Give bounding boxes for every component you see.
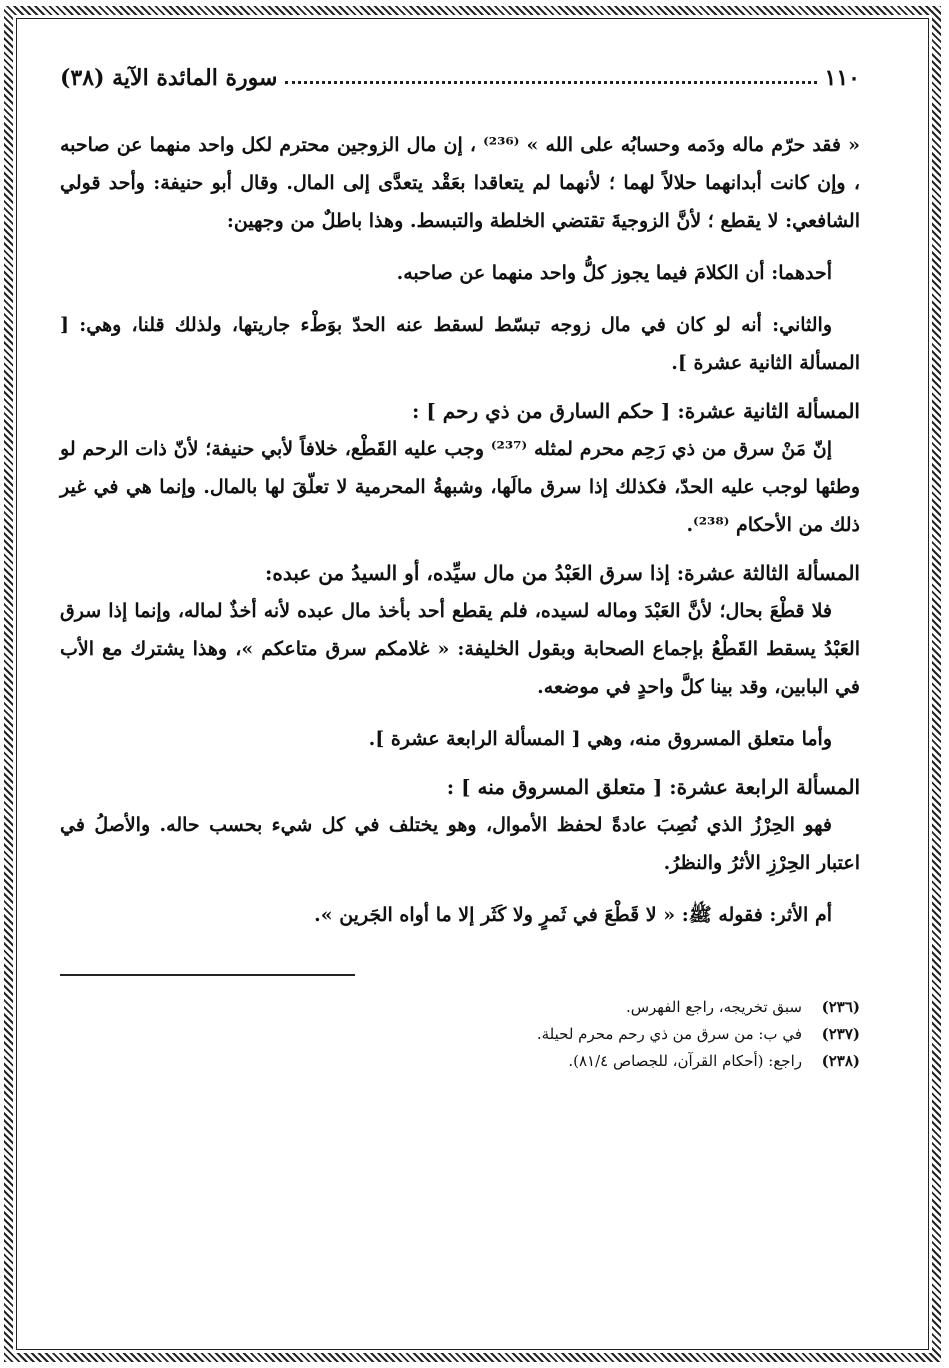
page-number: ١١٠ — [824, 65, 860, 91]
paragraph: أم الأثر: فقوله ﷺ: « لا قَطْعَ في ثَمرٍ ولا كَثَر إلا ما أواه الجَرين ». — [314, 904, 832, 926]
paragraph: وأما متعلق المسروق منه، وهي [ المسألة الرابعة عشرة ]. — [368, 728, 832, 750]
paragraph: أحدهما: أن الكلامَ فيما يجوز كلُّ واحد منهما عن صاحبه. — [396, 262, 832, 284]
paragraph: فلا قطْعَ بحال؛ لأنَّ العَبْدَ وماله لسيده، فلم يقطع أحد بأخذ مال عبده لأنه أخذٌ لماله، وإنما إذا سرق العَبْدُ يسقط القَطْعُ بإجماع الصحابة وبقول الخليفة: « غلامكم سرق متاعكم »، وهذا يشترك مع الأب في البابين، وقد بينا كلَّ واحدٍ في موضعه. — [60, 600, 860, 698]
page-header — [60, 58, 860, 98]
section-heading-12: المسألة الثانية عشرة: [ حكم السارق من ذي رحم ] : — [412, 399, 860, 423]
footnote-number: (٢٣٦) — [821, 998, 860, 1016]
header-dotted-leader — [285, 81, 816, 84]
paragraph: والثاني: أنه لو كان في مال زوجه تبسّط لسقط عنه الحدّ بوَطْء جاريتها، ولذلك قلنا، وهي: [ المسألة الثانية عشرة ]. — [60, 314, 860, 374]
paragraph: « فقد حرّم ماله ودَمه وحسابُه على الله » ⁽²³⁶⁾ ، إن مال الزوجين محترم لكل واحد منهما عن صاحبه ، وإن كانت أبدانهما حلالاً لهما ؛ لأنهما لم يتعاقدا بعَقْد يتعدَّى إلى المال. وقال أبو حنيفة: وأحد قولي الشافعي: لا يقطع ؛ لأنَّ الزوجيةَ تقتضي الخلطة والتبسط. وهذا باطلٌ من وجهين: — [60, 134, 860, 232]
header-title: سورة المائدة الآية (٣٨) — [60, 65, 278, 91]
footnote-text: في ب: من سرق من ذي رحم محرم لحيلة. — [536, 1025, 802, 1043]
section-heading-14: المسألة الرابعة عشرة: [ متعلق المسروق منه ] : — [446, 775, 860, 799]
footnote-number: (٢٣٨) — [821, 1052, 860, 1070]
paragraph: فهو الحِرْزُ الذي نُصِبَ عادةً لحفظ الأموال، وهو يختلف في كل شيء بحسب حاله. والأصلُ في اعتبار الحِرْزِ الأثرُ والنظرُ. — [60, 814, 860, 874]
section-heading-13: المسألة الثالثة عشرة: إذا سرق العَبْدُ من مال سيِّده، أو السيدُ من عبده: — [265, 561, 860, 585]
paragraph: إنّ مَنْ سرق من ذي رَحِم محرم لمثله ⁽²³⁷⁾ وجب عليه القَطْع، خلافاً لأبي حنيفة؛ لأنّ ذات الرحم لو وطئها لوجب عليه الحدّ، فكذلك إذا سرق مالَها، وشبهةُ المحرمية لا تعلّقَ لها بالمال. وإنما هي في غير ذلك من الأحكام ⁽²³⁸⁾. — [60, 438, 860, 536]
footnote-number: (٢٣٧) — [821, 1025, 860, 1043]
footnote-text: سبق تخريجه، راجع الفهرس. — [625, 998, 802, 1016]
footnote — [60, 994, 860, 1021]
footnote-text: راجع: (أحكام القرآن، للجصاص ٨١/٤). — [568, 1052, 802, 1070]
footnote-separator — [60, 974, 355, 976]
footnote — [60, 1048, 860, 1075]
page-content — [60, 58, 860, 1075]
footnote — [60, 1021, 860, 1048]
